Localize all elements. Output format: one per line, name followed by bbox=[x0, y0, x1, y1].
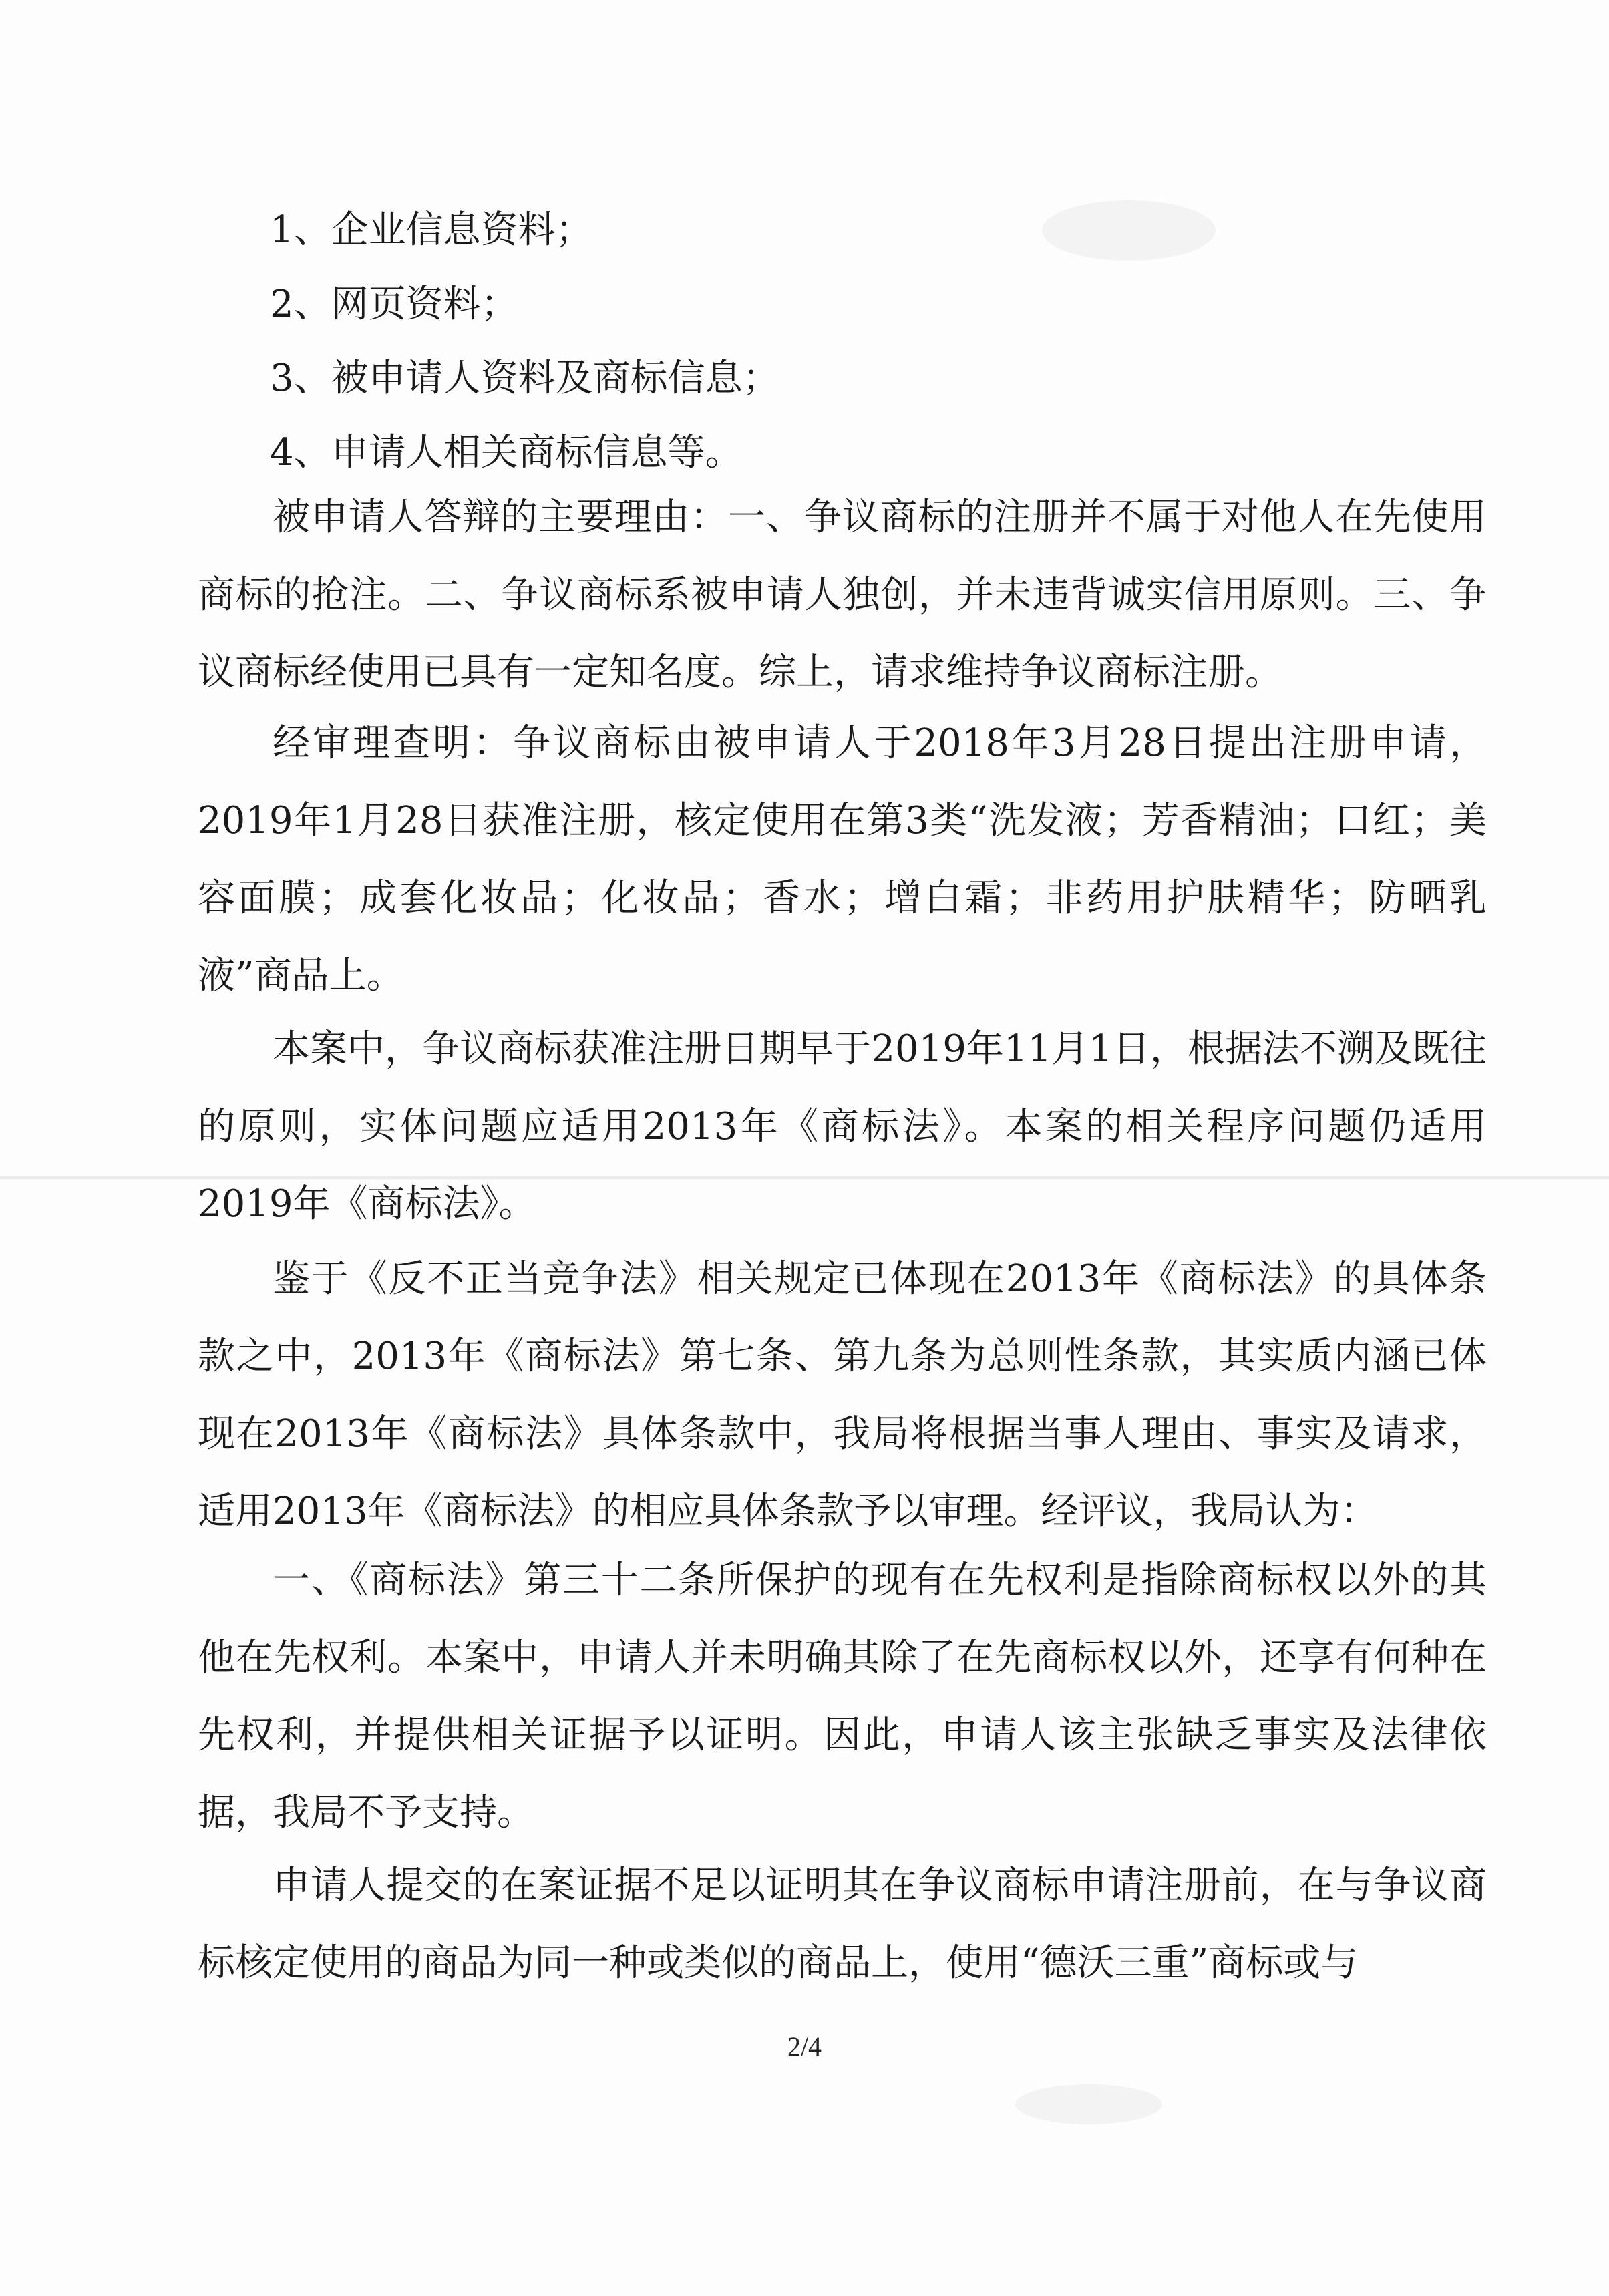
scan-smudge bbox=[1042, 200, 1216, 261]
list-item: 2、网页资料； bbox=[270, 283, 518, 326]
paragraph-unfair-competition: 鉴于《反不正当竞争法》相关规定已体现在2013年《商标法》的具体条款之中，2013年《商标法》第七条、第九条为总则性条款，其实质内涵已体现在2013年《商标法》具体条款中，我局将根据当事人理由、事实及请求，适用2013年《商标法》的相应具体条款予以审理。经评议，我局认为： bbox=[198, 1257, 1487, 1533]
paragraph-findings: 经审理查明：争议商标由被申请人于2018年3月28日提出注册申请，2019年1月28日获准注册，核定使用在第3类“洗发液；芳香精油；口红；美容面膜；成套化妆品；化妆品；香水；增白霜；非药用护肤精华；防晒乳液”商品上。 bbox=[198, 721, 1487, 997]
paragraph-evidence: 申请人提交的在案证据不足以证明其在争议商标申请注册前，在与争议商标核定使用的商品为同一种或类似的商品上，使用“德沃三重”商标或与 bbox=[198, 1864, 1487, 1985]
list-item: 4、申请人相关商标信息等。 bbox=[270, 431, 743, 474]
list-item: 1、企业信息资料； bbox=[270, 208, 593, 252]
paragraph-applicable-law: 本案中，争议商标获准注册日期早于2019年11月1日，根据法不溯及既往的原则，实体问题应适用2013年《商标法》。本案的相关程序问题仍适用2019年《商标法》。 bbox=[198, 1027, 1487, 1226]
paragraph-defense-reasons: 被申请人答辩的主要理由：一、争议商标的注册并不属于对他人在先使用商标的抢注。二、争议商标系被申请人独创，并未违背诚实信用原则。三、争议商标经使用已具有一定知名度。综上，请求维持争议商标注册。 bbox=[198, 496, 1487, 694]
page-number: 2/4 bbox=[787, 2031, 822, 2062]
scan-smudge bbox=[1015, 2084, 1162, 2124]
paragraph-prior-rights: 一、《商标法》第三十二条所保护的现有在先权利是指除商标权以外的其他在先权利。本案中，申请人并未明确其除了在先商标权以外，还享有何种在先权利，并提供相关证据予以证明。因此，申请人该主张缺乏事实及法律依据，我局不予支持。 bbox=[198, 1559, 1487, 1834]
list-item: 3、被申请人资料及商标信息； bbox=[270, 357, 780, 400]
